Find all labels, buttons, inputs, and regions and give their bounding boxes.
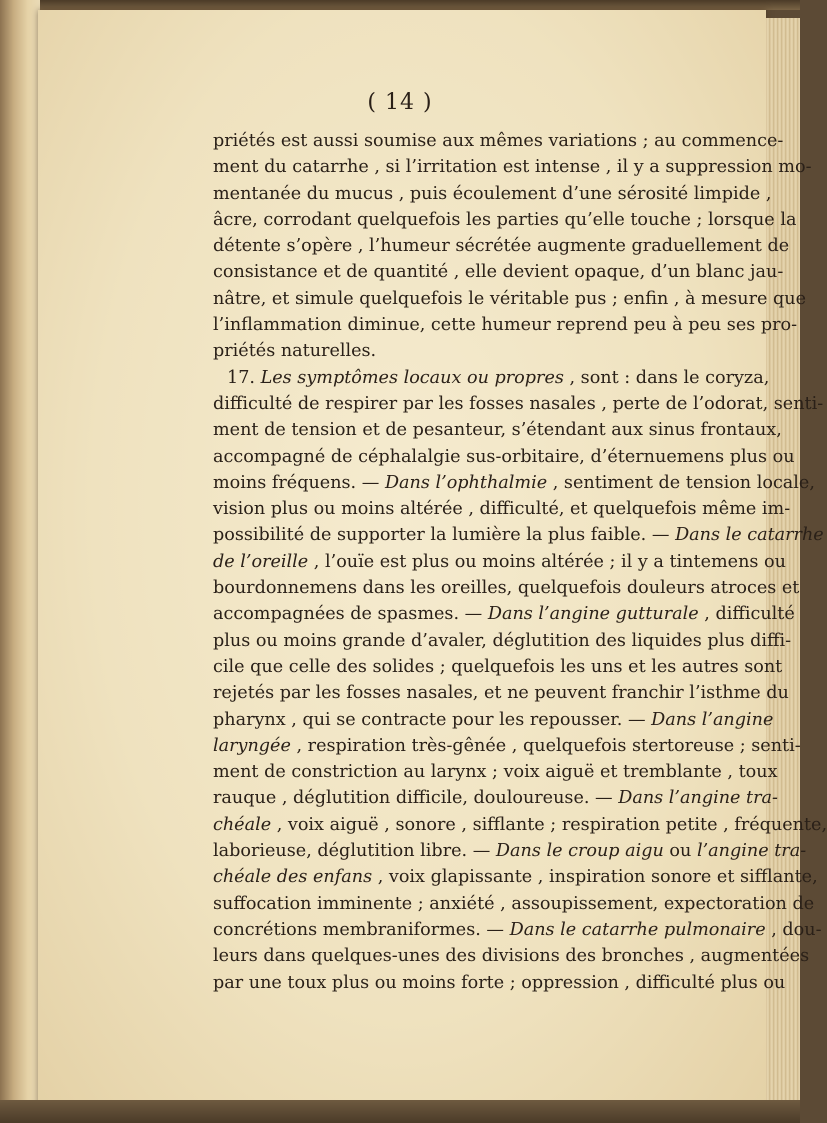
text-segment: , sont : dans le coryza, bbox=[563, 367, 770, 388]
text-line bbox=[213, 601, 795, 627]
text-segment: accompagné de céphalalgie sus-orbitaire, d’éternuemens plus ou bbox=[213, 446, 795, 467]
text-segment: laborieuse, déglutition libre. — bbox=[213, 841, 496, 862]
text-line bbox=[213, 207, 797, 233]
text-segment: , voix glapissante , inspiration sonore et sifflante, bbox=[372, 867, 818, 888]
text-segment: rauque , déglutition difficile, douloureuse. — bbox=[213, 788, 619, 809]
top-edge bbox=[0, 0, 800, 10]
italic-segment: Dans l’angine gutturale bbox=[487, 604, 699, 625]
text-segment: rejetés par les fosses nasales, et ne peuvent franchir l’isthme du bbox=[213, 683, 789, 704]
text-segment: par une toux plus ou moins forte ; oppression , difficulté plus ou bbox=[213, 972, 786, 993]
text-line bbox=[213, 417, 782, 443]
text-segment: , voix aiguë , sonore , sifflante ; respiration petite , fréquente, bbox=[271, 814, 827, 835]
text-line bbox=[213, 522, 824, 548]
italic-segment: l’angine tra- bbox=[696, 841, 807, 862]
text-segment: plus ou moins grande d’avaler, déglutition des liquides plus diffi- bbox=[213, 630, 792, 651]
text-line bbox=[213, 943, 810, 969]
text-segment: vision plus ou moins altérée , difficulté, et quelquefois même im- bbox=[213, 499, 791, 520]
text-segment: leurs dans quelques-unes des divisions des bronches , augmentées bbox=[213, 946, 810, 967]
text-segment: 17. bbox=[227, 367, 261, 388]
text-line bbox=[213, 286, 807, 312]
text-segment: , respiration très-gênée , quelquefois stertoreuse ; senti- bbox=[290, 735, 801, 756]
text-segment: ou bbox=[663, 841, 697, 862]
text-segment: moins fréquens. — bbox=[213, 472, 385, 493]
italic-segment: laryngée bbox=[213, 735, 291, 756]
text-line bbox=[213, 891, 815, 917]
text-segment: priétés naturelles. bbox=[213, 341, 377, 362]
text-segment: bourdonnemens dans les oreilles, quelquefois douleurs atroces et bbox=[213, 578, 800, 599]
text-segment: ment du catarrhe , si l’irritation est intense , il y a suppression mo- bbox=[213, 157, 812, 178]
text-line bbox=[213, 312, 798, 338]
text-line bbox=[213, 259, 784, 285]
text-line bbox=[213, 444, 795, 470]
italic-segment: Les symptômes locaux ou propres bbox=[260, 367, 564, 388]
text-line bbox=[213, 733, 801, 759]
text-line bbox=[213, 470, 815, 496]
text-line bbox=[213, 785, 778, 811]
italic-segment: Dans le catarrhe pulmonaire bbox=[509, 919, 766, 940]
text-line bbox=[213, 575, 800, 601]
italic-segment: Dans l’angine tra- bbox=[618, 788, 778, 809]
text-line bbox=[213, 864, 818, 890]
text-line bbox=[213, 759, 778, 785]
text-line bbox=[213, 154, 812, 180]
italic-segment: de l’oreille bbox=[213, 551, 309, 572]
body-text bbox=[213, 128, 827, 996]
text-segment: concrétions membraniformes. — bbox=[213, 919, 510, 940]
text-segment: suffocation imminente ; anxiété , assoupissement, expectoration de bbox=[213, 893, 815, 914]
text-segment: , l’ouïe est plus ou moins altérée ; il y a tintemens ou bbox=[308, 551, 786, 572]
italic-segment: chéale des enfans bbox=[213, 867, 373, 888]
text-segment: priétés est aussi soumise aux mêmes variations ; au commence- bbox=[213, 131, 784, 151]
text-segment: âcre, corrodant quelquefois les parties qu’elle touche ; lorsque la bbox=[213, 209, 797, 230]
text-segment: l’inflammation diminue, cette humeur reprend peu à peu ses pro- bbox=[213, 315, 798, 336]
text-segment: possibilité de supporter la lumière la plus faible. — bbox=[213, 525, 676, 546]
text-line bbox=[213, 628, 792, 654]
text-segment: , sentiment de tension locale, bbox=[547, 472, 815, 493]
text-line bbox=[213, 128, 784, 154]
text-line bbox=[213, 970, 786, 996]
text-line bbox=[213, 365, 770, 391]
italic-segment: Dans l’ophthalmie bbox=[384, 472, 548, 493]
italic-segment: chéale bbox=[213, 814, 272, 835]
text-line bbox=[213, 707, 774, 733]
text-segment: cile que celle des solides ; quelquefois les uns et les autres sont bbox=[213, 656, 783, 677]
text-segment: pharynx , qui se contracte pour les repousser. — bbox=[213, 709, 652, 730]
text-line bbox=[213, 496, 791, 522]
text-line bbox=[213, 654, 783, 680]
text-line bbox=[213, 838, 807, 864]
italic-segment: Dans le croup aigu bbox=[495, 841, 664, 862]
text-line bbox=[213, 549, 786, 575]
bottom-edge bbox=[0, 1100, 800, 1123]
text-segment: nâtre, et simule quelquefois le véritable pus ; enfin , à mesure que bbox=[213, 288, 807, 309]
text-segment: , difficulté bbox=[698, 604, 795, 625]
text-line bbox=[213, 680, 789, 706]
text-line bbox=[213, 917, 822, 943]
text-segment: difficulté de respirer par les fosses nasales , perte de l’odorat, senti- bbox=[213, 393, 824, 414]
text-segment: détente s’opère , l’humeur sécrétée augmente graduellement de bbox=[213, 236, 790, 257]
text-segment: consistance et de quantité , elle devient opaque, d’un blanc jau- bbox=[213, 262, 784, 283]
text-line bbox=[213, 812, 827, 838]
italic-segment: Dans l’angine bbox=[651, 709, 774, 730]
text-line bbox=[213, 338, 739, 364]
text-segment: mentanée du mucus , puis écoulement d’une sérosité limpide , bbox=[213, 183, 772, 204]
text-segment: , dou- bbox=[765, 919, 822, 940]
italic-segment: Dans le catarrhe bbox=[675, 525, 824, 546]
text-segment: accompagnées de spasmes. — bbox=[213, 604, 488, 625]
page-number: ( 14 ) bbox=[367, 90, 433, 115]
book-spine bbox=[0, 0, 40, 1123]
text-line bbox=[213, 391, 824, 417]
text-segment: ment de constriction au larynx ; voix aiguë et tremblante , toux bbox=[213, 762, 778, 783]
text-line bbox=[213, 181, 772, 207]
text-segment: ment de tension et de pesanteur, s’étendant aux sinus frontaux, bbox=[213, 420, 782, 441]
text-line bbox=[213, 233, 790, 259]
